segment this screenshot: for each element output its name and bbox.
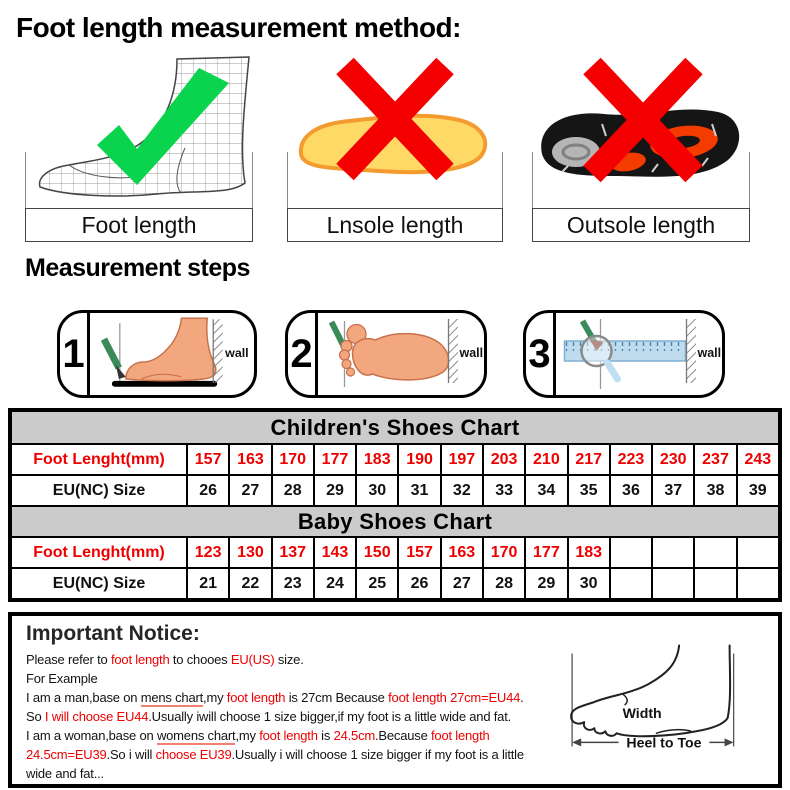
foot-length-cell: 150 bbox=[355, 538, 397, 567]
foot-length-cell: 123 bbox=[194, 543, 222, 561]
foot-length-cell: 183 bbox=[355, 445, 397, 474]
step-box-3 bbox=[523, 310, 725, 398]
notice-text bbox=[26, 650, 571, 783]
notice-line: So I will choose EU44.Usually iwill choose 1 size bigger,if my foot is a little wide and fat. bbox=[26, 709, 512, 724]
measure-line bbox=[287, 152, 288, 208]
top-foot-pencil-icon bbox=[318, 313, 484, 395]
step-number: 1 bbox=[60, 313, 90, 395]
eu-size-cell: 30 bbox=[567, 569, 609, 598]
steps-title: Measurement steps bbox=[25, 254, 250, 282]
eu-size-cell: 37 bbox=[651, 476, 693, 505]
method-panel-outsole-length bbox=[532, 52, 750, 242]
eu-size-cell: 33 bbox=[482, 476, 524, 505]
step-illustration-top-foot bbox=[318, 313, 484, 395]
eu-size-cell: 22 bbox=[228, 569, 270, 598]
foot-length-cell: 177 bbox=[524, 538, 566, 567]
notice-line: wide and fat... bbox=[26, 766, 104, 781]
eu-size-cell: 39 bbox=[736, 476, 778, 505]
side-foot-pencil-icon bbox=[90, 313, 254, 395]
outsole-illustration bbox=[532, 52, 750, 206]
eu-size-cell: 30 bbox=[355, 476, 397, 505]
table-row-baby-foot-length bbox=[12, 536, 778, 567]
foot-length-cell: 170 bbox=[271, 445, 313, 474]
foot-length-cell: 230 bbox=[651, 445, 693, 474]
chart-title-children: Children's Shoes Chart bbox=[12, 412, 778, 443]
method-label-foot-length: Foot length bbox=[25, 208, 253, 242]
foot-wireframe-check-icon bbox=[25, 52, 253, 206]
foot-length-cell: 177 bbox=[313, 445, 355, 474]
foot-length-cell bbox=[736, 538, 778, 567]
wall-label: wall bbox=[697, 346, 722, 360]
eu-size-cell: 24 bbox=[313, 569, 355, 598]
measure-line bbox=[502, 152, 503, 208]
outsole-cross-icon bbox=[532, 52, 750, 206]
foot-length-cell: 163 bbox=[440, 538, 482, 567]
foot-length-cell: 210 bbox=[524, 445, 566, 474]
foot-length-cell: 217 bbox=[567, 445, 609, 474]
page-title: Foot length measurement method: bbox=[16, 12, 461, 43]
eu-size-cell: 27 bbox=[440, 569, 482, 598]
method-label-outsole-length: Outsole length bbox=[532, 208, 750, 242]
eu-size-cell: 25 bbox=[355, 569, 397, 598]
foot-length-cell bbox=[651, 538, 693, 567]
heel-to-toe-label: Heel to Toe bbox=[626, 734, 702, 751]
eu-size-cell: 35 bbox=[567, 476, 609, 505]
eu-size-cell: 36 bbox=[609, 476, 651, 505]
foot-length-cell: 197 bbox=[440, 445, 482, 474]
insole-cross-icon bbox=[287, 52, 503, 206]
step-illustration-ruler bbox=[556, 313, 722, 395]
eu-size-cell: 32 bbox=[440, 476, 482, 505]
measure-line bbox=[749, 152, 750, 208]
eu-size-cell: 28 bbox=[271, 476, 313, 505]
method-label-insole-length: Lnsole length bbox=[287, 208, 503, 242]
foot-wireframe-illustration bbox=[25, 52, 253, 206]
notice-line: Please refer to foot length to chooes EU(US) size. bbox=[26, 652, 304, 667]
foot-length-cell: 163 bbox=[228, 445, 270, 474]
foot-length-cell: 203 bbox=[482, 445, 524, 474]
eu-size-cell: 29 bbox=[313, 476, 355, 505]
method-panel-insole-length bbox=[287, 52, 503, 242]
foot-measure-diagram bbox=[560, 640, 772, 764]
foot-length-cell: 157 bbox=[194, 450, 222, 468]
step-number: 2 bbox=[288, 313, 318, 395]
step-box-2 bbox=[285, 310, 487, 398]
row-label: Foot Lenght(mm) bbox=[12, 538, 188, 567]
eu-size-cell: 27 bbox=[228, 476, 270, 505]
eu-size-cell: 26 bbox=[397, 569, 439, 598]
table-row-children-foot-length bbox=[12, 443, 778, 474]
foot-length-cell: 243 bbox=[736, 445, 778, 474]
row-label: EU(NC) Size bbox=[12, 476, 188, 505]
notice-line: I am a man,base on mens chart,my foot length is 27cm Because foot length 27cm=EU44. bbox=[26, 690, 524, 705]
notice-title: Important Notice: bbox=[26, 622, 200, 645]
eu-size-cell bbox=[651, 569, 693, 598]
ruler-magnifier-icon bbox=[556, 313, 722, 395]
eu-size-cell bbox=[736, 569, 778, 598]
eu-size-cell: 21 bbox=[199, 574, 218, 592]
eu-size-cell bbox=[693, 569, 735, 598]
eu-size-cell: 34 bbox=[524, 476, 566, 505]
row-label: Foot Lenght(mm) bbox=[12, 445, 188, 474]
eu-size-cell: 23 bbox=[271, 569, 313, 598]
foot-length-cell: 237 bbox=[693, 445, 735, 474]
foot-length-cell: 223 bbox=[609, 445, 651, 474]
eu-size-cell bbox=[609, 569, 651, 598]
foot-length-cell: 190 bbox=[397, 445, 439, 474]
eu-size-cell: 26 bbox=[199, 481, 218, 499]
foot-length-cell: 130 bbox=[228, 538, 270, 567]
notice-line: 24.5cm=EU39.So i will choose EU39.Usually i will choose 1 size bigger if my foot is a little bbox=[26, 747, 524, 762]
measure-line bbox=[532, 152, 533, 208]
foot-length-cell: 183 bbox=[567, 538, 609, 567]
table-row-children-eu-size bbox=[12, 474, 778, 505]
eu-size-cell: 28 bbox=[482, 569, 524, 598]
step-box-1 bbox=[57, 310, 257, 398]
row-label: EU(NC) Size bbox=[12, 569, 188, 598]
important-notice-box bbox=[8, 612, 782, 788]
eu-size-cell: 38 bbox=[693, 476, 735, 505]
chart-title-baby: Baby Shoes Chart bbox=[12, 505, 778, 536]
eu-size-cell: 29 bbox=[524, 569, 566, 598]
foot-length-cell: 157 bbox=[397, 538, 439, 567]
step-illustration-side-foot bbox=[90, 313, 254, 395]
width-label: Width bbox=[622, 705, 662, 722]
notice-line: I am a woman,base on womens chart,my foot length is 24.5cm.Because foot length bbox=[26, 728, 490, 743]
wall-label: wall bbox=[225, 345, 249, 360]
insole-illustration bbox=[287, 52, 503, 206]
step-number: 3 bbox=[526, 313, 556, 395]
table-row-baby-eu-size bbox=[12, 567, 778, 598]
measure-line bbox=[25, 152, 26, 208]
eu-size-cell: 31 bbox=[397, 476, 439, 505]
size-table bbox=[8, 408, 782, 602]
method-panel-foot-length bbox=[25, 52, 253, 242]
foot-length-cell: 143 bbox=[313, 538, 355, 567]
notice-line: For Example bbox=[26, 671, 98, 686]
foot-length-cell bbox=[609, 538, 651, 567]
foot-length-cell: 137 bbox=[271, 538, 313, 567]
foot-length-cell: 170 bbox=[482, 538, 524, 567]
foot-outline-icon bbox=[560, 640, 772, 764]
measure-line bbox=[252, 152, 253, 208]
wall-label: wall bbox=[459, 346, 484, 360]
foot-length-cell bbox=[693, 538, 735, 567]
